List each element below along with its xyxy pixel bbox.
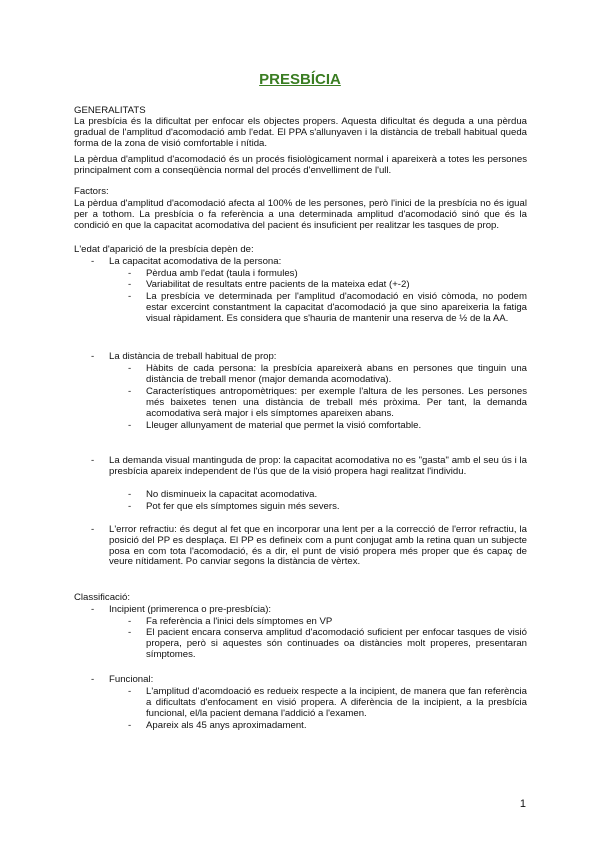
factor-error-refractiu: L'error refractiu: és degut al fet que en incorporar una lent per a la correcció de l'error refractiu, la posició del PP es desplaça. El PP es defineix com a punt conjugat amb la retina quan un subjecte posa en com tota l'acomodació, és a dir, el punt de visió propera més proper que és capaç de veure nítidament. Po canviar segons la distància de vèrtex. [109, 524, 527, 568]
list-item: Apareix als 45 anys aproximadament. [146, 720, 307, 731]
list-item: Característiques antropomètriques: per exemple l'altura de les persones. Les persones més baixetes tenen una distància de treball més pròxima. Per tant, la demanda acomodativa serà major i els símptomes apareixen abans. [146, 386, 527, 419]
sub-dash: - [128, 627, 132, 638]
list-dash: - [91, 524, 95, 535]
list-item: No disminueix la capacitat acomodativa. [146, 489, 318, 500]
sub-dash: - [128, 363, 132, 374]
factor-capacitat: La capacitat acomodativa de la persona: [109, 256, 282, 267]
sub-dash: - [128, 720, 132, 731]
list-dash: - [91, 455, 95, 466]
page-number: 1 [519, 798, 526, 810]
list-dash: - [91, 604, 95, 615]
list-item: Variabilitat de resultats entre pacients de la mateixa edat (+-2) [146, 279, 410, 290]
class-incipient: Incipient (primerenca o pre-presbícia): [109, 604, 272, 615]
list-dash: - [91, 351, 95, 362]
sub-dash: - [128, 268, 132, 279]
sub-dash: - [128, 501, 132, 512]
class-funcional: Funcional: [109, 674, 154, 685]
generalitats-heading: GENERALITATS [74, 105, 146, 116]
sub-dash: - [128, 616, 132, 627]
classificacio-heading: Classificació: [74, 592, 130, 603]
factors-paragraph-2: L'edat d'aparició de la presbícia depèn de: [74, 244, 254, 255]
factor-demanda-visual: La demanda visual mantinguda de prop: la capacitat acomodativa no es "gasta" amb el seu ús i la presbícia apareix independent de l'ús que de la visió propera hagi realitzat l'individu. [109, 455, 527, 477]
sub-dash: - [128, 489, 132, 500]
list-item: L'amplitud d'acomdoació es redueix respecte a la incipient, de manera que fan referència a dificultats d'enfocament en visió propera. A diferència de la incipient, a la presbícia funcional, el/la pacient demana l'addició a l'examen. [146, 686, 527, 719]
factors-paragraph-1: La pèrdua d'amplitud d'acomodació afecta al 100% de les persones, però l'inici de la presbícia no és igual per a tothom. La presbícia o fa referència a una determinada amplitud d'acomodació sinó que és la condició en que la capacitat acomodativa del pacient és insuficient per realitzar les tasques de prop. [74, 198, 527, 231]
sub-dash: - [128, 686, 132, 697]
list-item: La presbícia ve determinada per l'amplitud d'acomodació en visió còmoda, no podem estar excercint constantment la capacitat d'acomodació ja que sino apareixeria la fatiga visual ràpidament. Es considera que s'hauria de mantenir una reserva de ½ de la AA. [146, 291, 527, 324]
list-item: Pèrdua amb l'edat (taula i formules) [146, 268, 298, 279]
list-item: Lleuger allunyament de material que permet la visió comfortable. [146, 420, 422, 431]
sub-dash: - [128, 386, 132, 397]
factor-distancia: La distància de treball habitual de prop: [109, 351, 277, 362]
list-item: Fa referència a l'inici dels símptomes en VP [146, 616, 333, 627]
sub-dash: - [128, 420, 132, 431]
generalitats-paragraph-1: La presbícia és la dificultat per enfocar els objectes propers. Aquesta dificultat és deguda a una pèrdua gradual de l'amplitud d'acomodació amb l'edat. El PPA s'allunyaven i la distància de treball habitual queda forma de la zona de visió comfortable i nítida. [74, 116, 527, 149]
sub-dash: - [128, 291, 132, 302]
generalitats-paragraph-2: La pèrdua d'amplitud d'acomodació és un procés fisiològicament normal i apareixerà a totes les persones principalment com a conseqüència normal del procés d'envelliment de l'ull. [74, 154, 527, 176]
list-item: Pot fer que els símptomes siguin més severs. [146, 501, 340, 512]
list-dash: - [91, 674, 95, 685]
factors-heading: Factors: [74, 186, 109, 197]
list-dash: - [91, 256, 95, 267]
page-title: PRESBÍCIA [259, 71, 341, 88]
list-item: El pacient encara conserva amplitud d'acomodació suficient per enfocar tasques de visió propera, però si aquestes són continuades oa distàncies molt properes, presentaran símptomes. [146, 627, 527, 660]
list-item: Hàbits de cada persona: la presbícia apareixerà abans en persones que tinguin una distància de treball menor (major demanda acomodativa). [146, 363, 527, 385]
sub-dash: - [128, 279, 132, 290]
